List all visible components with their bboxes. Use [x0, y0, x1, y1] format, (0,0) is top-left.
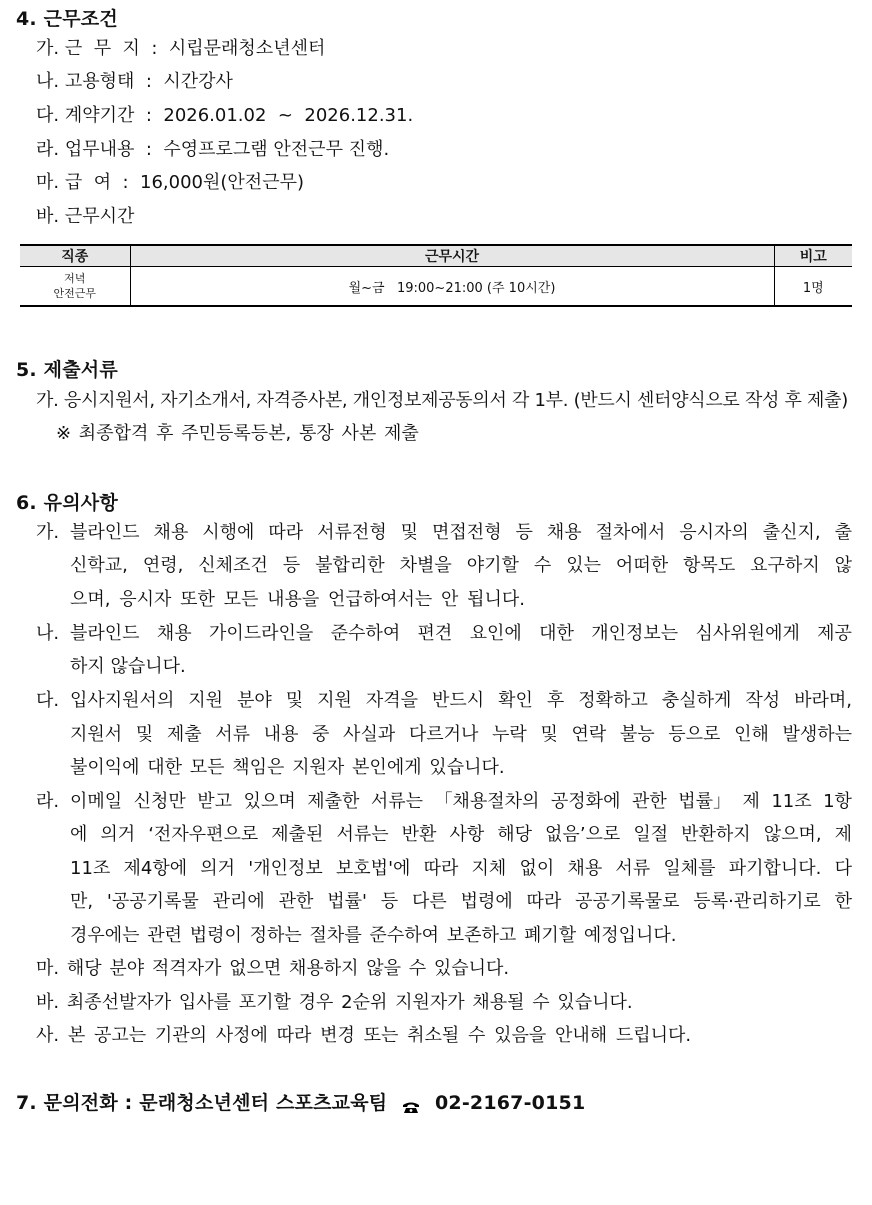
condition-contract-period — [36, 104, 413, 128]
condition-text: 급 여 : 16,000원(안전근무) — [64, 172, 304, 193]
notice-a-line: 으며, 응시자 또한 모든 내용을 언급하여서는 안 됩니다. — [70, 589, 526, 610]
contact-phone: 02-2167-0151 — [434, 1092, 586, 1114]
item-label: 바. — [36, 206, 60, 227]
notice-g: 사. 본 공고는 기관의 사정에 따라 변경 또는 취소될 수 있음을 안내해 드립니다. — [36, 1025, 692, 1046]
documents-line-1: 가. 응시지원서, 자기소개서, 자격증사본, 개인정보제공동의서 각 1부. (반드시 센터양식으로 작성 후 제출) — [36, 390, 848, 411]
header-job: 직종 — [20, 245, 130, 267]
notice-d-line: 에 의거 ‘전자우편으로 제출된 서류는 반환 사항 해당 없음’으로 일절 반환하지 않으며, 제 — [70, 824, 852, 845]
section-6-title: 6. 유의사항 — [16, 492, 118, 514]
notice-b-line: 하지 않습니다. — [70, 656, 186, 677]
condition-text: 고용형태 : 시간강사 — [64, 71, 233, 92]
cell-job — [20, 267, 130, 307]
notice-c-line: 불이익에 대한 모든 책임은 지원자 본인에게 있습니다. — [70, 757, 505, 778]
cell-hours — [130, 267, 774, 307]
item-label: 나. — [36, 71, 60, 92]
section-5-title: 5. 제출서류 — [16, 359, 118, 381]
condition-text: 계약기간 : 2026.01.02 ~ 2026.12.31. — [64, 105, 414, 126]
notice-b-line: 블라인드 채용 가이드라인을 준수하여 편견 요인에 대한 개인정보는 심사위원에게 제공 — [70, 623, 852, 644]
item-label: 가. — [36, 38, 60, 59]
cell-note: 1명 — [774, 267, 852, 307]
notice-d-line: 이메일 신청만 받고 있으며 제출한 서류는 「채용절차의 공정화에 관한 법률」 제 11조 1항 — [70, 791, 852, 812]
item-label: 라. — [36, 139, 60, 160]
condition-workplace — [36, 37, 325, 61]
condition-text: 업무내용 : 수영프로그램 안전근무 진행. — [64, 139, 390, 160]
notice-a-label: 가. — [36, 522, 60, 543]
condition-salary — [36, 171, 304, 195]
condition-duties — [36, 138, 389, 162]
section-7-contact — [16, 1088, 585, 1115]
notice-b-label: 나. — [36, 623, 60, 644]
notice-c-label: 다. — [36, 690, 60, 711]
notice-e: 마. 해당 분야 적격자가 없으면 채용하지 않을 수 있습니다. — [36, 958, 510, 979]
notice-a-line: 블라인드 채용 시행에 따라 서류전형 및 면접전형 등 채용 절차에서 응시자의 출신지, 출 — [70, 522, 852, 543]
notice-f: 바. 최종선발자가 입사를 포기할 경우 2순위 지원자가 채용될 수 있습니다. — [36, 992, 633, 1013]
notice-c-line: 입사지원서의 지원 분야 및 지원 자격을 반드시 확인 후 정확하고 충실하게 작성 바라며, — [70, 690, 852, 711]
job-line-1: 저녁 — [64, 272, 86, 285]
condition-text: 근무시간 — [64, 206, 135, 227]
table-row — [20, 267, 852, 307]
notice-d-line: 만, '공공기록물 관리에 관한 법률' 등 다른 법령에 따라 공공기록물로 등록·관리하기로 한 — [70, 891, 852, 912]
work-hours-table — [20, 244, 852, 307]
notice-d-line: 경우에는 관련 법령이 정하는 절차를 준수하여 보존하고 폐기할 예정입니다. — [70, 925, 677, 946]
contact-title: 7. 문의전화 : 문래청소년센터 스포츠교육팀 — [16, 1092, 388, 1114]
notice-d-label: 라. — [36, 791, 60, 812]
documents-note: ※ 최종합격 후 주민등록등본, 통장 사본 제출 — [56, 423, 419, 444]
item-label: 마. — [36, 172, 60, 193]
item-label: 다. — [36, 105, 60, 126]
header-hours: 근무시간 — [130, 245, 774, 267]
job-line-2: 안전근무 — [53, 287, 96, 300]
notice-d-line: 11조 제4항에 의거 '개인정보 보호법'에 따라 지체 없이 채용 서류 일체를 파기합니다. 다 — [70, 858, 852, 879]
condition-employment-type — [36, 70, 233, 94]
table-header-row — [20, 245, 852, 267]
notice-c-line: 지원서 및 제출 서류 내용 중 사실과 다르거나 누락 및 연락 불능 등으로 인해 발생하는 — [70, 724, 852, 745]
telephone-icon — [402, 1096, 420, 1108]
condition-text: 근 무 지 : 시립문래청소년센터 — [64, 38, 326, 59]
section-4-title: 4. 근무조건 — [16, 8, 118, 30]
condition-work-hours — [36, 205, 134, 229]
hours-text: 월~금 19:00~21:00 (주 10시간) — [348, 280, 556, 296]
header-note: 비고 — [774, 245, 852, 267]
notice-a-line: 신학교, 연령, 신체조건 등 불합리한 차별을 야기할 수 있는 어떠한 항목도 요구하지 않 — [70, 555, 852, 576]
